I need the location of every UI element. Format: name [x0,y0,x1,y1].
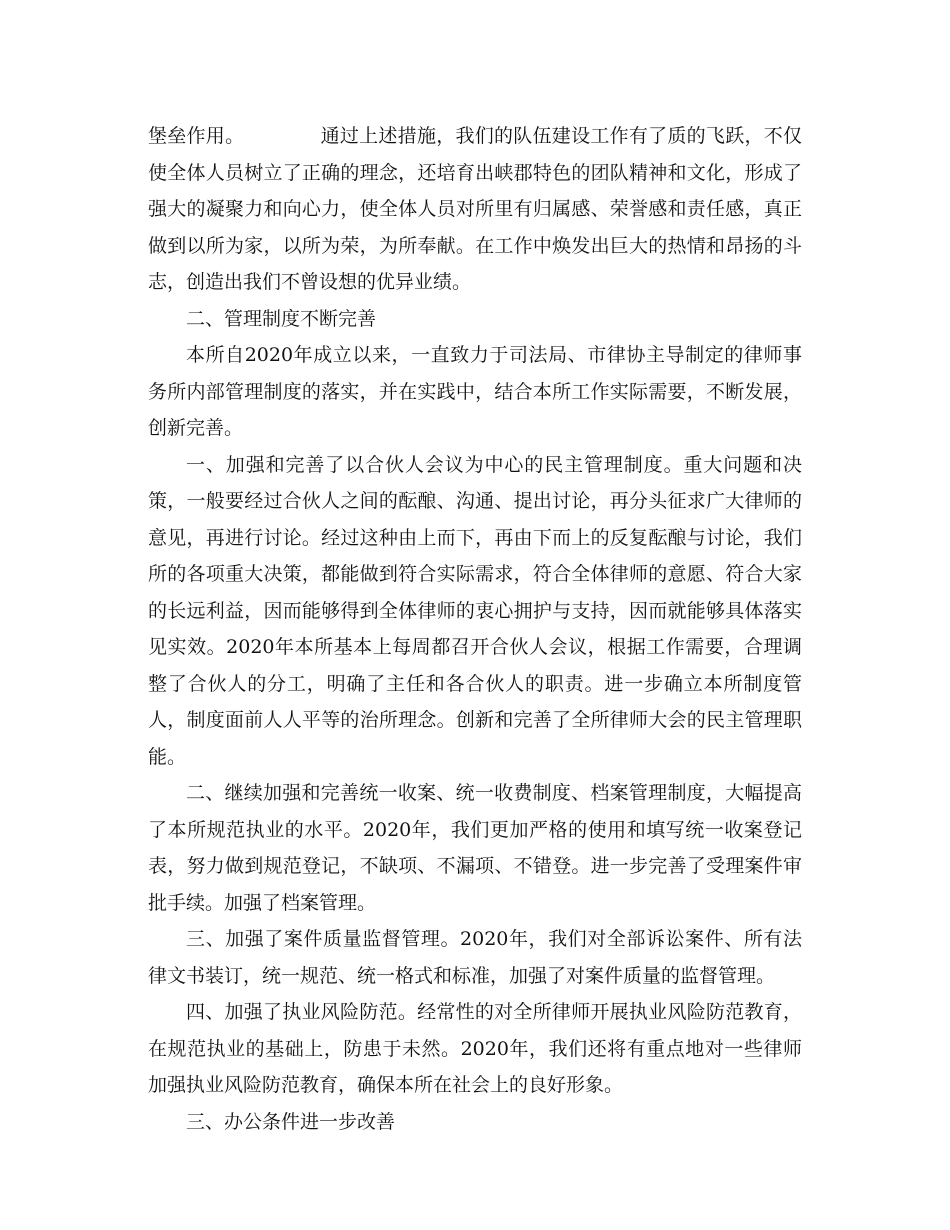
paragraph-text: 通过上述措施，我们的队伍建设工作有了质的飞跃，不仅使全体人员树立了正确的理念，还培育出峡郡特色的团队精神和文化，形成了强大的凝聚力和向心力，使全体人员对所里有归属感、荣誉感和责任感，真正做到以所为家，以所为荣，为所奉献。在工作中焕发出巨大的热情和昂扬的斗志，创造出我们不曾设想的优异业绩。 [148,125,802,293]
paragraph-team-building [148,118,802,301]
paragraph-risk-prevention: 四、加强了执业风险防范。经常性的对全所律师开展执业风险防范教育，在规范执业的基础上，防患于未然。2020年，我们还将有重点地对一些律师加强执业风险防范教育，确保本所在社会上的良好形象。 [148,1001,802,1096]
section-heading-office-conditions: 三、办公条件进一步改善 [186,1110,396,1133]
section-heading-management: 二、管理制度不断完善 [186,307,377,330]
document-page [148,118,802,1140]
paragraph-unified-case-system: 二、继续加强和完善统一收案、统一收费制度、档案管理制度，大幅提高了本所规范执业的水平。2020年，我们更加严格的使用和填写统一收案登记表，努力做到规范登记，不缺项、不漏项、不错登。进一步完善了受理案件审批手续。加强了档案管理。 [148,782,802,914]
paragraph-fragment: 堡垒作用。 [148,125,245,147]
paragraph-partner-meeting: 一、加强和完善了以合伙人会议为中心的民主管理制度。重大问题和决策，一般要经过合伙人之间的酝酿、沟通、提出讨论，再分头征求广大律师的意见，再进行讨论。经过这种由上而下，再由下而上的反复酝酿与讨论，我们所的各项重大决策，都能做到符合实际需求，符合全体律师的意愿、符合大家的长远利益，因而能够得到全体律师的衷心拥护与支持，因而就能够具体落实见实效。2020年本所基本上每周都召开合伙人会议，根据工作需要，合理调整了合伙人的分工，明确了主任和各合伙人的职责。进一步确立本所制度管人，制度面前人人平等的治所理念。创新和完善了全所律师大会的民主管理职能。 [148,453,802,768]
paragraph-case-quality: 三、加强了案件质量监督管理。2020年，我们对全部诉讼案件、所有法律文书装订，统一规范、统一格式和标准，加强了对案件质量的监督管理。 [148,928,802,987]
paragraph-establishment: 本所自2020年成立以来，一直致力于司法局、市律协主导制定的律师事务所内部管理制度的落实，并在实践中，结合本所工作实际需要，不断发展，创新完善。 [148,344,802,439]
